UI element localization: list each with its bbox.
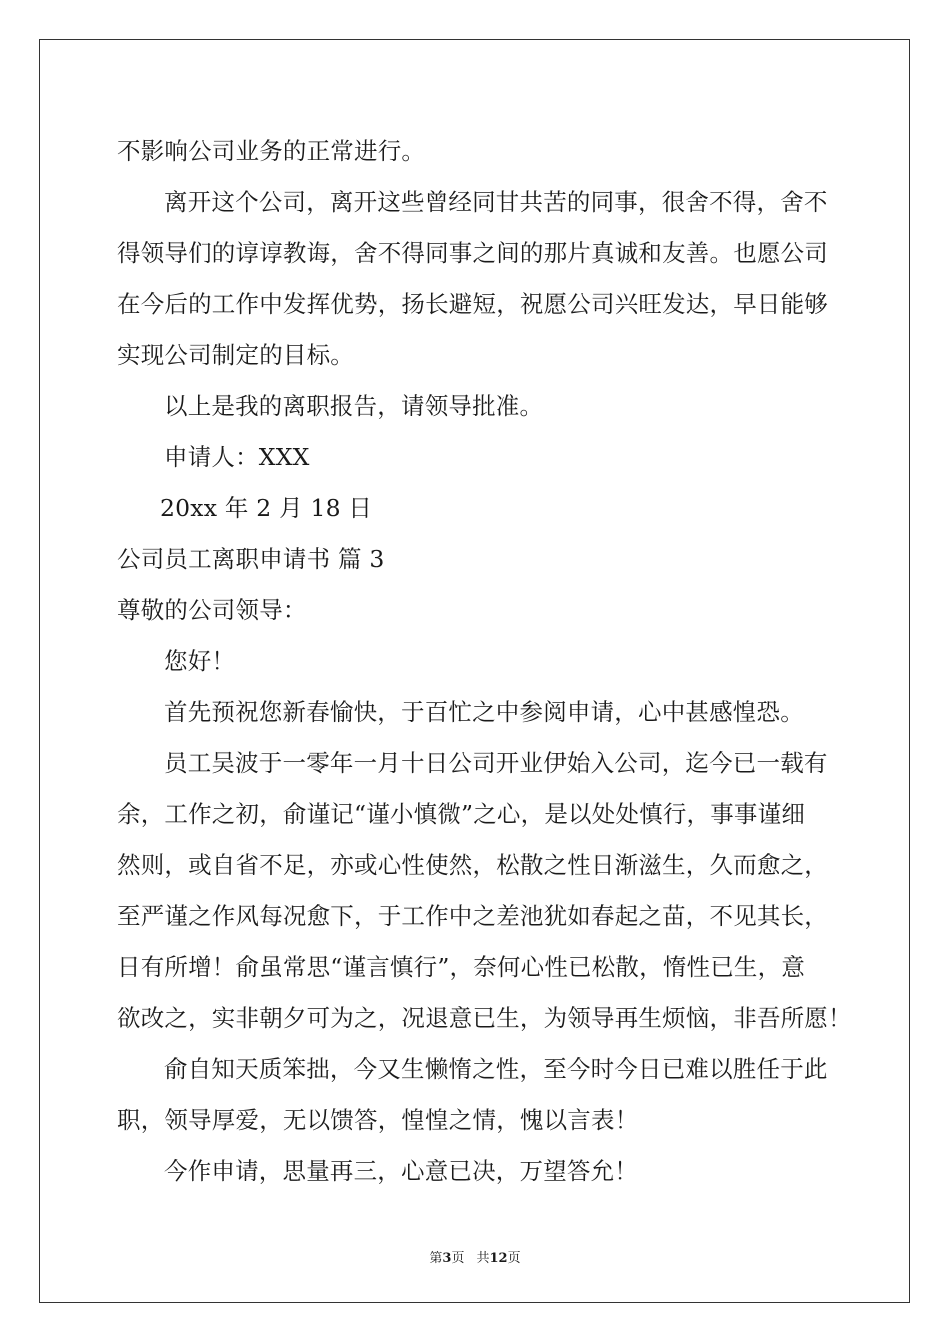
applicant-line: 申请人：XXX	[164, 443, 310, 471]
paragraph-line: 日有所增！俞虽常思“谨言慎行”，奈何心性已松散，惰性已生，意	[117, 953, 806, 981]
paragraph-line: 余，工作之初，俞谨记“谨小慎微”之心，是以处处慎行，事事谨细	[117, 800, 806, 828]
paragraph-line: 不影响公司业务的正常进行。	[117, 137, 426, 165]
paragraph-line: 至严谨之作风每况愈下，于工作中之差池犹如春起之苗，不见其长，	[117, 902, 828, 930]
page-footer	[0, 1247, 950, 1266]
greeting: 您好！	[164, 647, 236, 675]
salutation: 尊敬的公司领导：	[117, 596, 307, 624]
paragraph-line: 职，领导厚爱，无以馈答，惶惶之情，愧以言表！	[117, 1106, 639, 1134]
paragraph-line: 得领导们的谆谆教诲，舍不得同事之间的那片真诚和友善。也愿公司	[117, 239, 828, 267]
paragraph-line: 员工吴波于一零年一月十日公司开业伊始入公司，迄今已一载有	[164, 749, 828, 777]
paragraph-line: 欲改之，实非朝夕可为之，况退意已生，为领导再生烦恼，非吾所愿！	[117, 1004, 852, 1032]
page-prefix: 第	[429, 1251, 443, 1266]
current-page-number: 3	[442, 1251, 452, 1266]
paragraph-line: 以上是我的离职报告，请领导批准。	[164, 392, 544, 420]
paragraph-line: 首先预祝您新春愉快，于百忙之中参阅申请，心中甚感惶恐。	[164, 698, 804, 726]
paragraph-line: 离开这个公司，离开这些曾经同甘共苦的同事，很舍不得，舍不	[164, 188, 828, 216]
paragraph-line: 俞自知天质笨拙，今又生懒惰之性，至今时今日已难以胜任于此	[164, 1055, 828, 1083]
total-page-count: 12	[489, 1251, 508, 1266]
section-title: 公司员工离职申请书 篇 3	[117, 545, 385, 573]
total-suffix: 页	[507, 1251, 521, 1266]
document-body	[117, 126, 852, 1197]
date-line: 20xx 年 2 月 18 日	[160, 494, 373, 522]
paragraph-line: 实现公司制定的目标。	[117, 341, 354, 369]
paragraph-line: 在今后的工作中发挥优势，扬长避短，祝愿公司兴旺发达，早日能够	[117, 290, 828, 318]
paragraph-line: 今作申请，思量再三，心意已决，万望答允！	[164, 1157, 638, 1185]
total-prefix: 共	[476, 1251, 490, 1266]
paragraph-line: 然则，或自省不足，亦或心性使然，松散之性日渐滋生，久而愈之，	[117, 851, 828, 879]
page-suffix: 页	[451, 1251, 465, 1266]
